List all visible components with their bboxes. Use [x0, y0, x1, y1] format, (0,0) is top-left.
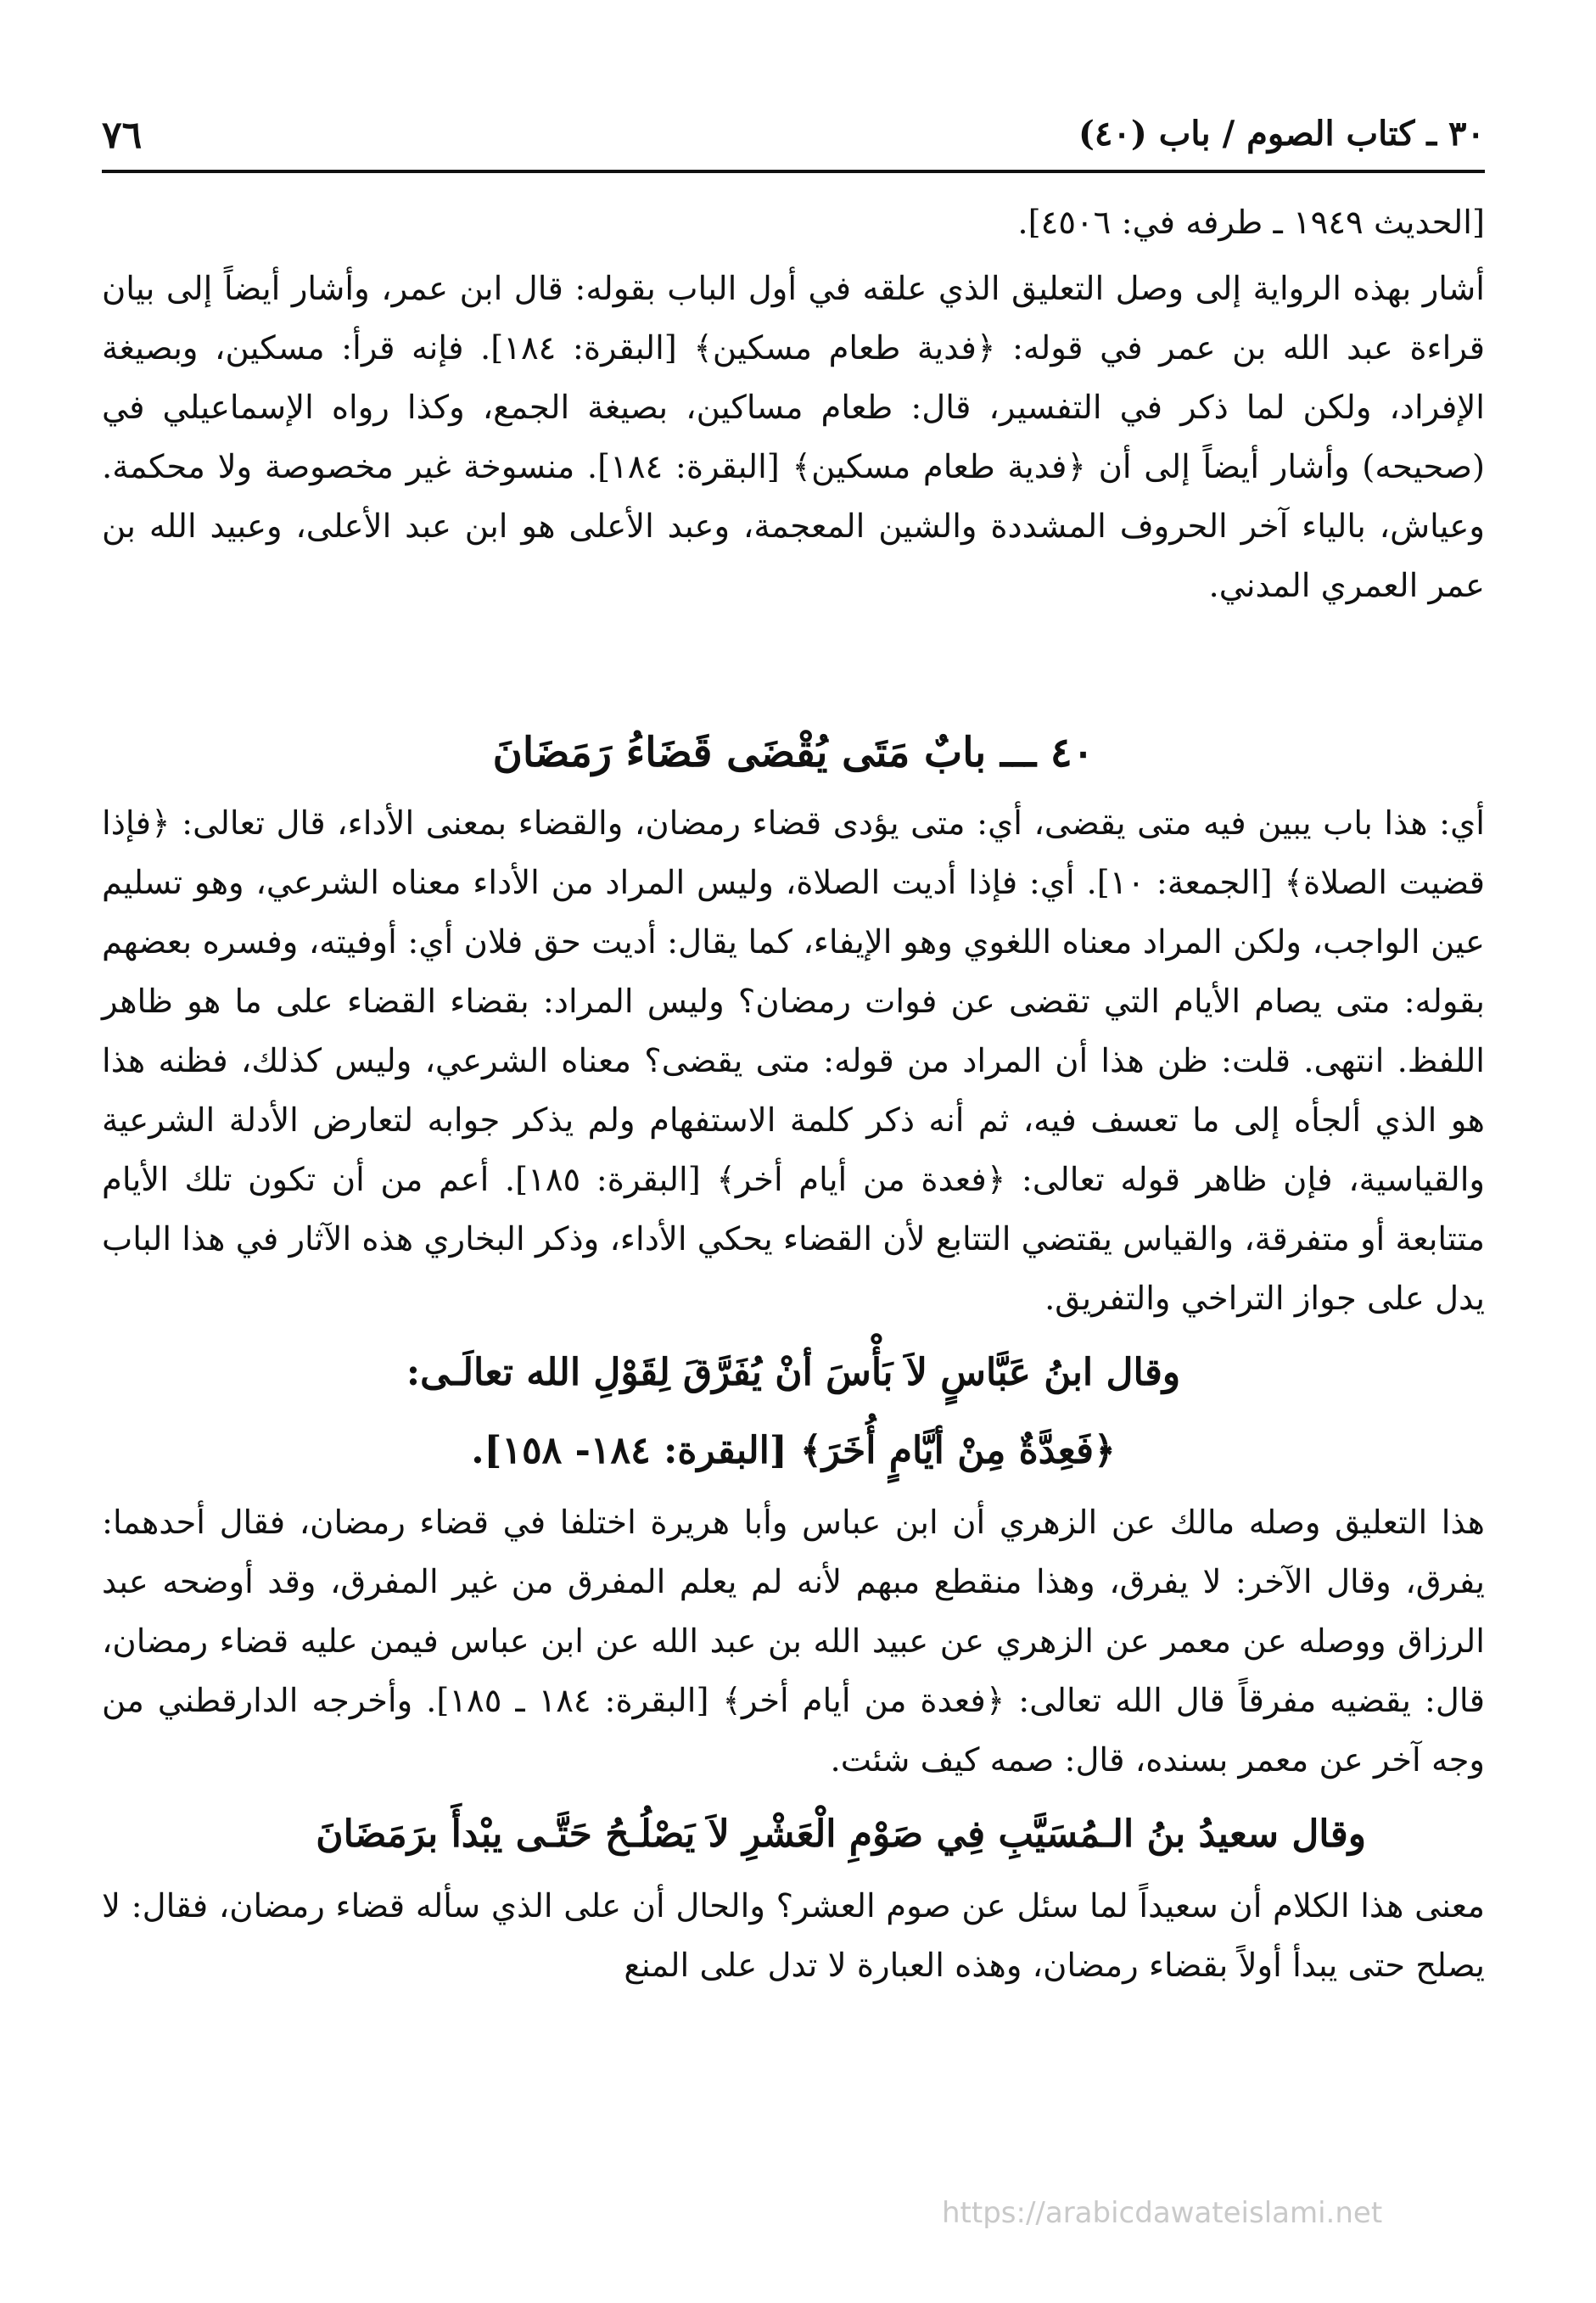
commentary-paragraph: أشار بهذه الرواية إلى وصل التعليق الذي علقه في أول الباب بقوله: قال ابن عمر، وأشار أيضاً إلى بيان قراءة عبد الله بن عمر في قوله: ﴿فدية طعام مسكين﴾ [البقرة: ١٨٤]. فإنه قرأ: مسكين، وبصيغة الإفراد، ولكن لما ذكر في التفسير، قال: طعام مساكين، بصيغة الجمع، وكذا رواه الإسماعيلي في (صحيحه) وأشار أيضاً إلى أن ﴿فدية طعام مسكين﴾ [البقرة: ١٨٤]. منسوخة غير مخصوصة ولا محكمة. وعياش، بالياء آخر الحروف المشددة والشين المعجمة، وعبد الأعلى هو ابن عبد الأعلى، وعبيد الله بن عمر العمري المدني.: [102, 270, 1485, 605]
ibn-abbas-commentary: هذا التعليق وصله مالك عن الزهري أن ابن عباس وأبا هريرة اختلفا في قضاء رمضان، فقال أحدهما: يفرق، وقال الآخر: لا يفرق، وهذا منقطع مبهم لأنه لم يعلم المفرق من غير المفرق، وقد أوضحه عبد الرزاق ووصله عن معمر عن الزهري عن عبيد الله بن عبد الله عن ابن عباس فيمن عليه قضاء رمضان، قال: يقضيه مفرقاً قال الله تعالى: ﴿فعدة من أيام أخر﴾ [البقرة: ١٨٤ ـ ١٨٥]. وأخرجه الدارقطني من وجه آخر عن معمر بسنده، قال: صمه كيف شئت.: [102, 1504, 1485, 1779]
book-page: [102, 102, 1485, 2274]
hadith-reference: [الحديث ١٩٤٩ ـ طرفه في: ٤٥٠٦].: [1017, 204, 1485, 242]
section-spacer: [102, 621, 1485, 714]
verse-line: ﴿فَعِدَّةٌ مِنْ أيَّامٍ أُخَرَ﴾ [البقرة: ١٨٤- ١٥٨].: [471, 1429, 1116, 1472]
page-content: [102, 193, 1485, 1996]
chapter-commentary: أي: هذا باب يبين فيه متى يقضى، أي: متى يؤدى قضاء رمضان، والقضاء بمعنى الأداء، قال تعالى: ﴿فإذا قضيت الصلاة﴾ [الجمعة: ١٠]. أي: فإذا أديت الصلاة، وليس المراد من الأداء معناه الشرعي، وهو تسليم عين الواجب، ولكن المراد معناه اللغوي وهو الإيفاء، كما يقال: أديت حق فلان أي: أوفيته، وفسره بعضهم بقوله: متى يصام الأيام التي تقضى عن فوات رمضان؟ وليس المراد: بقضاء القضاء على ما هو ظاهر اللفظ. انتهى. قلت: ظن هذا أن المراد من قوله: متى يقضى؟ معناه الشرعي، وليس كذلك، فظنه هذا هو الذي ألجأه إلى ما تعسف فيه، ثم أنه ذكر كلمة الاستفهام ولم يذكر جوابه لتعارض الأدلة الشرعية والقياسية، فإن ظاهر قوله تعالى: ﴿فعدة من أيام أخر﴾ [البقرة: ١٨٥]. أعم من أن تكون تلك الأيام متتابعة أو متفرقة، والقياس يقتضي التتابع لأن القضاء يحكي الأداء، وذكر البخاري هذه الآثار في هذا الباب يدل على جواز التراخي والتفريق.: [102, 804, 1485, 1318]
chapter-title: ٤٠ ـــ بابٌ مَتَى يُقْضَى قَضَاءُ رَمَضَانَ: [492, 729, 1095, 776]
ibn-abbas-heading: وقال ابنُ عَبَّاسٍ لاَ بَأْسَ أنْ يُفَرَّقَ لِقَوْلِ الله تعالَـى:: [406, 1351, 1181, 1394]
watermark-url: https://arabicdawateislami.net: [942, 2196, 1383, 2230]
running-title: ٣٠ ـ كتاب الصوم / باب (٤٠): [1078, 114, 1485, 154]
page-header: [102, 102, 1485, 173]
page-number: ٧٦: [102, 114, 143, 157]
said-heading: وقال سعيدُ بنُ الـمُسَيَّبِ فِي صَوْمِ الْعَشْرِ لاَ يَصْلُـحُ حَتَّـى يبْدأَ برَمَضَانَ: [316, 1813, 1366, 1856]
said-commentary: معنى هذا الكلام أن سعيداً لما سئل عن صوم العشر؟ والحال أن على الذي سأله قضاء رمضان، فقال: لا يصلح حتى يبدأ أولاً بقضاء رمضان، وهذه العبارة لا تدل على المنع: [102, 1887, 1485, 1985]
